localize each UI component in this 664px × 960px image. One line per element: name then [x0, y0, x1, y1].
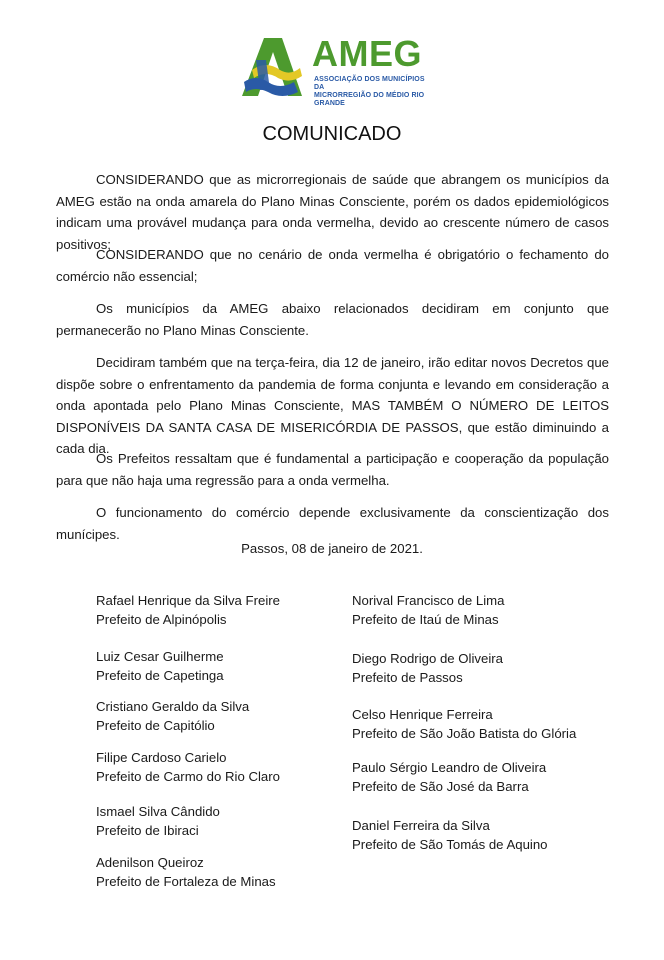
signatory-name: Adenilson Queiroz: [96, 855, 204, 870]
paragraph: O funcionamento do comércio depende exclusivamente da conscientização dos munícipes.: [56, 505, 609, 542]
page-title: COMUNICADO: [262, 123, 402, 145]
signature-block: [352, 591, 504, 629]
paragraph: CONSIDERANDO que as microrregionais de saúde que abrangem os municípios da AMEG estão na onda amarela do Plano Minas Consciente, porém os dados epidemiológicos indicam uma provável mudança para onda vermelha, devido ao crescente número de casos positivos;: [56, 172, 609, 252]
ameg-logo: [236, 30, 436, 107]
signature-block: [352, 649, 503, 687]
signatory-role: Prefeito de São Tomás de Aquino: [352, 837, 548, 852]
logo-subtitle: [314, 76, 434, 108]
signature-block: [96, 697, 249, 735]
signatory-role: Prefeito de São João Batista do Glória: [352, 726, 577, 741]
signature-block: [352, 816, 548, 854]
signatory-name: Norival Francisco de Lima: [352, 593, 505, 608]
signature-block: [352, 705, 576, 743]
signatory-role: Prefeito de Ibiraci: [96, 823, 199, 838]
paragraph: Decidiram também que na terça-feira, dia 12 de janeiro, irão editar novos Decretos que dispõe sobre o enfrentamento da pandemia de forma conjunta e levando em consideração a onda apontada pelo Plano Minas Consciente, MAS TAMBÉM O NÚMERO DE LEITOS DISPONÍVEIS DA SANTA CASA DE MISERICÓRDIA DE PASSOS, que estão diminuindo a cada dia.: [56, 355, 609, 456]
signature-block: [96, 647, 224, 685]
logo-subtitle-line1: ASSOCIAÇÃO DOS MUNICÍPIOS DA: [314, 76, 425, 91]
signature-block: [96, 802, 220, 840]
logo-title: AMEG: [312, 33, 422, 74]
signatory-name: Cristiano Geraldo da Silva: [96, 699, 250, 714]
signatory-name: Daniel Ferreira da Silva: [352, 818, 490, 833]
signatory-role: Prefeito de Passos: [352, 670, 463, 685]
signatory-role: Prefeito de Alpinópolis: [96, 612, 227, 627]
ameg-logo-icon: [236, 30, 308, 100]
signatory-role: Prefeito de São José da Barra: [352, 779, 529, 794]
signatory-name: Celso Henrique Ferreira: [352, 707, 493, 722]
paragraph: Os Prefeitos ressaltam que é fundamental a participação e cooperação da população para que não haja uma regressão para a onda vermelha.: [56, 451, 609, 488]
date-line: Passos, 08 de janeiro de 2021.: [241, 541, 423, 556]
signature-block: [352, 758, 546, 796]
signatory-name: Rafael Henrique da Silva Freire: [96, 593, 280, 608]
signatory-role: Prefeito de Capitólio: [96, 718, 215, 733]
paragraph: CONSIDERANDO que no cenário de onda vermelha é obrigatório o fechamento do comércio não essencial;: [56, 247, 609, 284]
signatory-name: Luiz Cesar Guilherme: [96, 649, 224, 664]
signatory-name: Filipe Cardoso Carielo: [96, 750, 227, 765]
signatory-role: Prefeito de Itaú de Minas: [352, 612, 499, 627]
signature-block: [96, 591, 280, 629]
signatory-role: Prefeito de Fortaleza de Minas: [96, 874, 276, 889]
signature-block: [96, 748, 280, 786]
signature-block: [96, 853, 276, 891]
signatory-role: Prefeito de Carmo do Rio Claro: [96, 769, 280, 784]
signatory-name: Diego Rodrigo de Oliveira: [352, 651, 503, 666]
signatory-name: Ismael Silva Cândido: [96, 804, 220, 819]
signatory-role: Prefeito de Capetinga: [96, 668, 224, 683]
logo-subtitle-line2: MICRORREGIÃO DO MÉDIO RIO GRANDE: [314, 92, 425, 107]
paragraph: Os municípios da AMEG abaixo relacionados decidiram em conjunto que permanecerão no Plano Minas Consciente.: [56, 301, 609, 338]
signatory-name: Paulo Sérgio Leandro de Oliveira: [352, 760, 547, 775]
